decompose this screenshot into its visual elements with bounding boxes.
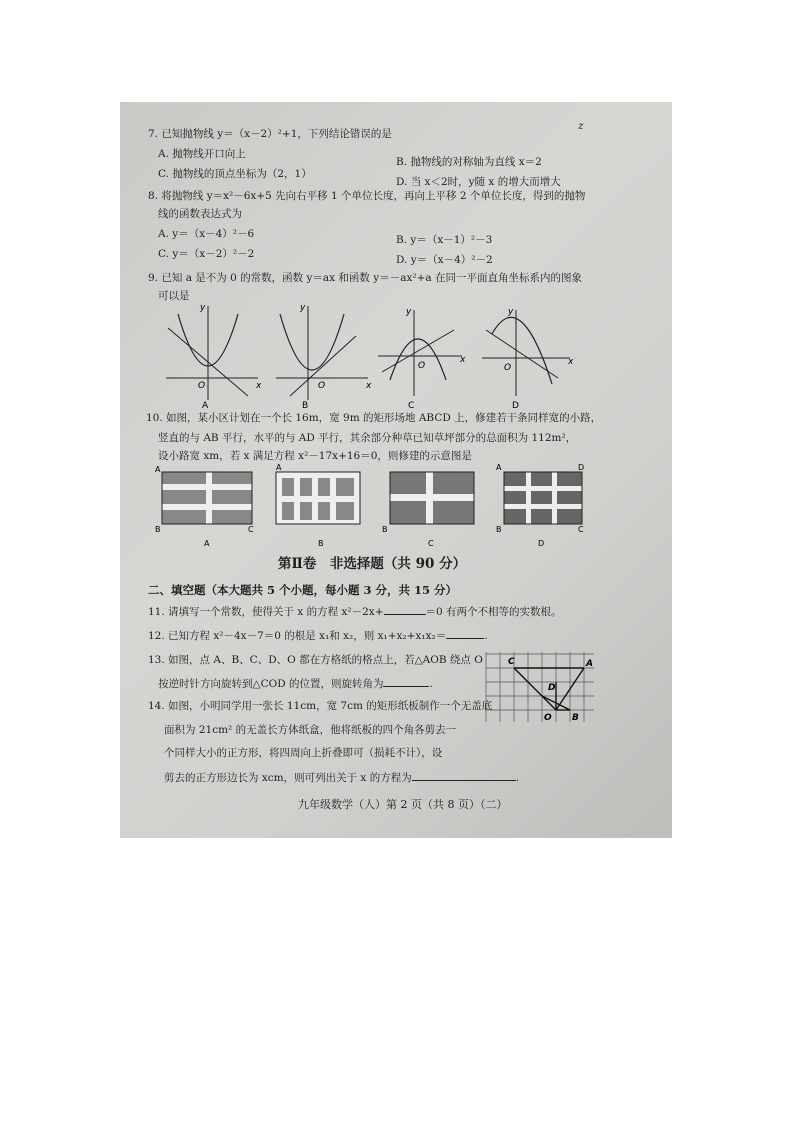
- q7-option-b: B. 抛物线的对称轴为直线 x＝2: [396, 156, 542, 168]
- q10-d-corner-c: C: [578, 525, 584, 534]
- page-footer: 九年级数学（人）第 2 页（共 8 页）（二）: [298, 798, 508, 811]
- q9-b-origin: O: [318, 381, 326, 391]
- q13-grid-figure: [482, 648, 600, 724]
- q7-option-d: D. 当 x＜2时，y随 x 的增大而增大: [396, 176, 561, 188]
- q10-option-d-label: D: [538, 539, 545, 548]
- q13-line2: [158, 676, 433, 691]
- q11-blank[interactable]: [384, 604, 426, 615]
- q11-post: ＝0 有两个不相等的实数根。: [425, 606, 562, 618]
- q7-option-a: A. 抛物线开口向上: [158, 148, 246, 160]
- q8-stem-line2: 线的函数表达式为: [158, 208, 242, 220]
- q12-blank[interactable]: [446, 628, 484, 639]
- q13-label-o: O: [544, 713, 552, 723]
- q10-figure-c: [382, 472, 474, 548]
- q14-pre: 剪去的正方形边长为 xcm，则可列出关于 x 的方程为: [164, 772, 412, 784]
- q9-a-x-label: x: [256, 381, 262, 391]
- q8-stem-line1: 8. 将抛物线 y＝x²－6x+5 先向右平移 1 个单位长度，再向上平移 2 个单位长度，得到的抛物: [148, 190, 586, 202]
- q9-c-y-label: y: [406, 307, 412, 317]
- q10-a-corner-c: C: [248, 525, 254, 534]
- q10-a-corner-b: B: [155, 525, 161, 534]
- q10-option-a-label: A: [204, 539, 210, 548]
- q10-stem-line3: 设小路宽 xm，若 x 满足方程 x²－17x+16＝0，则修建的示意图是: [158, 450, 472, 462]
- q7-stem: 7. 已知抛物线 y＝（x－2）²+1，下列结论错误的是: [148, 128, 392, 140]
- q9-graph-b: [276, 303, 372, 411]
- q13-pre: 按逆时针方向旋转到△COD 的位置，则旋转角为: [158, 678, 384, 690]
- q10-figure-d: [496, 464, 584, 548]
- q14-post: .: [515, 772, 520, 784]
- q9-graph-options: [156, 300, 596, 412]
- exam-page: [128, 110, 666, 834]
- page-mark: z: [578, 120, 584, 132]
- q9-option-b-label: B: [302, 401, 309, 411]
- q9-d-x-label: x: [568, 357, 574, 367]
- q12-pre: 12. 已知方程 x²－4x－7＝0 的根是 x₁和 x₂，则 x₁+x₂+x₁x₂＝: [148, 630, 447, 642]
- q14-line3: 个同样大小的正方形，将四周向上折叠即可（损耗不计），设: [164, 747, 443, 759]
- q9-a-origin: O: [198, 381, 206, 391]
- q9-stem-line2: 可以是: [158, 290, 190, 302]
- q14-blank[interactable]: [412, 770, 516, 781]
- q11-line: [148, 604, 562, 619]
- q9-stem-line1: 9. 已知 a 是不为 0 的常数，函数 y＝ax 和函数 y＝－ax²+a 在同一平面直角坐标系内的图象: [148, 272, 582, 284]
- q13-blank[interactable]: [383, 676, 429, 687]
- q7-option-c: C. 抛物线的顶点坐标为（2，1）: [158, 168, 312, 180]
- q10-figure-b: [276, 464, 360, 548]
- q13-line1: 13. 如图，点 A、B、C、D、O 都在方格纸的格点上，若△AOB 绕点 O: [148, 654, 483, 666]
- q9-d-y-label: y: [508, 307, 514, 317]
- q12-line: [148, 628, 488, 643]
- q13-label-b: B: [572, 713, 579, 723]
- q9-option-c-label: C: [408, 401, 415, 411]
- q14-line4: [164, 770, 519, 785]
- q9-b-x-label: x: [366, 381, 372, 391]
- part2-title: 第Ⅱ卷 非选择题（共 90 分）: [278, 556, 467, 572]
- q9-option-a-label: A: [202, 401, 209, 411]
- q8-option-c: C. y＝（x－2）²－2: [158, 248, 255, 260]
- q13-label-d: D: [548, 683, 556, 693]
- q9-option-d-label: D: [512, 401, 519, 411]
- section2-heading: 二、填空题（本大题共 5 个小题，每小题 3 分，共 15 分）: [148, 583, 458, 597]
- q9-c-origin: O: [418, 361, 426, 371]
- q9-c-x-label: x: [460, 355, 466, 365]
- q13-post: .: [429, 678, 433, 690]
- q10-b-corner-a: A: [276, 464, 282, 472]
- q10-d-corner-a: A: [496, 464, 502, 472]
- q12-post: .: [484, 630, 488, 642]
- q10-figure-a: [155, 465, 254, 548]
- q9-b-y-label: y: [300, 303, 306, 313]
- q11-pre: 11. 请填写一个常数，使得关于 x 的方程 x²－2x+: [148, 606, 384, 618]
- q14-line2: 面积为 21cm² 的无盖长方体纸盒，他将纸板的四个角各剪去一: [164, 724, 457, 736]
- q14-line1: 14. 如图，小明同学用一张长 11cm，宽 7cm 的矩形纸板制作一个无盖底: [148, 700, 493, 712]
- photo-frame: [120, 102, 672, 838]
- q10-stem-line2: 竖直的与 AB 平行，水平的与 AD 平行，其余部分种草已知草坪部分的总面积为 112m²，: [158, 432, 577, 444]
- q10-option-b-label: B: [318, 539, 324, 548]
- q10-d-corner-b: B: [496, 525, 502, 534]
- q9-graph-a: [166, 303, 262, 411]
- q10-stem-line1: 10. 如图，某小区计划在一个长 16m，宽 9m 的矩形场地 ABCD 上，修建若干条同样宽的小路，: [146, 412, 602, 424]
- q10-c-corner-b: B: [382, 525, 388, 534]
- q9-graph-d: [482, 307, 574, 411]
- q8-option-a: A. y＝（x－4）²－6: [158, 228, 255, 240]
- q13-label-a: A: [586, 659, 593, 669]
- q10-diagram-options: [152, 464, 596, 550]
- q9-a-y-label: y: [200, 303, 206, 313]
- q8-option-d: D. y＝（x－4）²－2: [396, 254, 493, 266]
- q10-d-corner-d: D: [578, 464, 585, 472]
- q9-d-origin: O: [504, 363, 512, 373]
- q10-option-c-label: C: [428, 539, 434, 548]
- q9-graph-c: [378, 307, 466, 411]
- q13-label-c: C: [508, 657, 515, 667]
- q8-option-b: B. y＝（x－1）²－3: [396, 234, 493, 246]
- q10-a-corner-a: A: [155, 465, 161, 474]
